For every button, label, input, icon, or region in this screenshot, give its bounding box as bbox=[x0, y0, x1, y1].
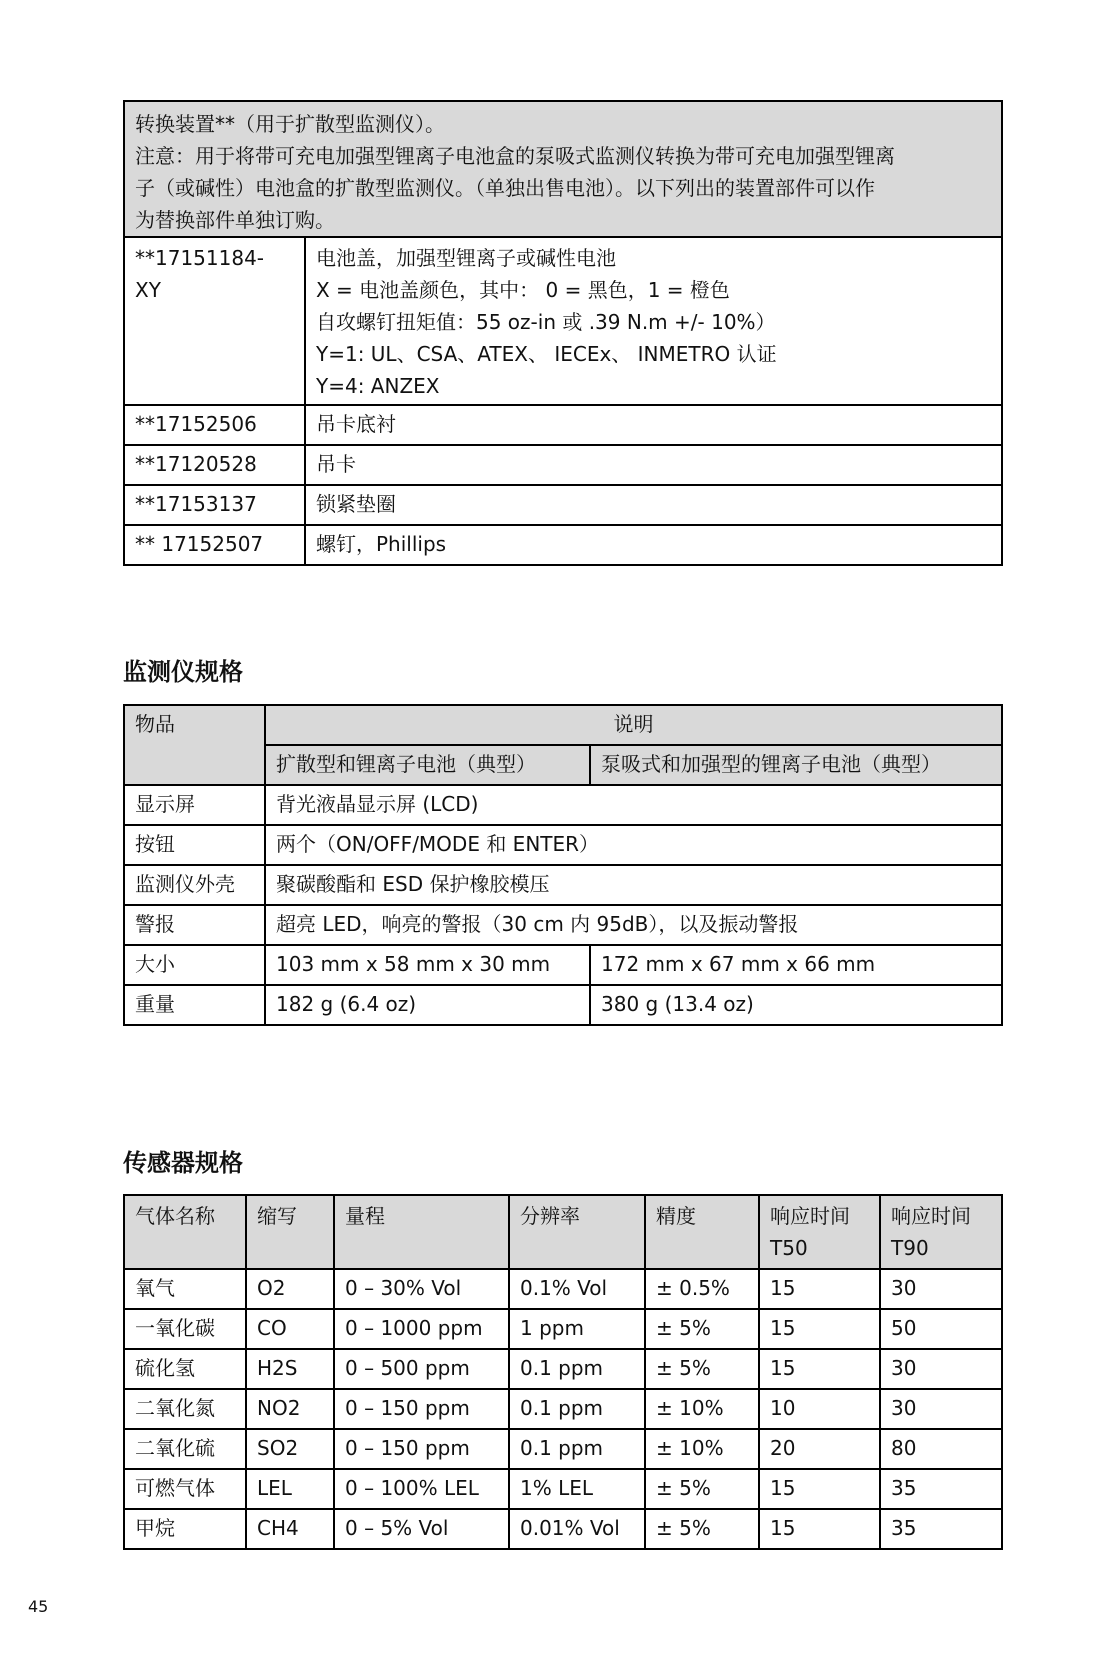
table-cell: 0.1 ppm bbox=[509, 1429, 645, 1469]
table-cell: 15 bbox=[759, 1309, 880, 1349]
description-line: Y=4: ANZEX bbox=[316, 374, 440, 398]
table-row bbox=[124, 1349, 1002, 1389]
header-description: 说明 bbox=[265, 705, 1002, 745]
table-cell: 可燃气体 bbox=[124, 1469, 246, 1509]
column-header bbox=[645, 1195, 759, 1269]
table-cell: ± 10% bbox=[645, 1389, 759, 1429]
table-row bbox=[124, 1389, 1002, 1429]
column-header-line: T50 bbox=[770, 1236, 808, 1260]
part-description-cell bbox=[305, 237, 1002, 405]
subheader-pump: 泵吸式和加强型的锂离子电池（典型） bbox=[590, 745, 1002, 785]
part-description-cell: 螺钉，Phillips bbox=[305, 525, 1002, 565]
part-number-line: XY bbox=[135, 278, 161, 302]
note-line: 子（或碱性）电池盒的扩散型监测仪。（单独出售电池）。以下列出的装置部件可以作 bbox=[135, 176, 875, 200]
table-cell: 甲烷 bbox=[124, 1509, 246, 1549]
description-line: X = 电池盖颜色，其中： 0 = 黑色，1 = 橙色 bbox=[316, 278, 730, 302]
spec-value-pump: 380 g (13.4 oz) bbox=[590, 985, 1002, 1025]
table-cell: 15 bbox=[759, 1509, 880, 1549]
table-row bbox=[124, 785, 1002, 825]
note-line: 注意：用于将带可充电加强型锂离子电池盒的泵吸式监测仪转换为带可充电加强型锂离 bbox=[135, 144, 895, 168]
part-number-line: **17151184- bbox=[135, 246, 265, 270]
description-line: Y=1: UL、CSA、ATEX、 IECEx、 INMETRO 认证 bbox=[316, 342, 777, 366]
table-row bbox=[124, 1429, 1002, 1469]
table-row bbox=[124, 405, 1002, 445]
table-cell: 15 bbox=[759, 1349, 880, 1389]
table-row bbox=[124, 905, 1002, 945]
table-cell: 0 – 150 ppm bbox=[334, 1429, 509, 1469]
spec-value-pump: 172 mm x 67 mm x 66 mm bbox=[590, 945, 1002, 985]
table-cell: 20 bbox=[759, 1429, 880, 1469]
monitor-specs-table bbox=[123, 704, 1003, 1026]
table-cell: 35 bbox=[880, 1509, 1002, 1549]
table-cell: LEL bbox=[246, 1469, 334, 1509]
table-row bbox=[124, 1469, 1002, 1509]
table-row bbox=[124, 825, 1002, 865]
sensor-specs-heading: 传感器规格 bbox=[123, 1149, 243, 1177]
spec-value: 聚碳酸酯和 ESD 保护橡胶模压 bbox=[265, 865, 1002, 905]
table-cell: 0.1% Vol bbox=[509, 1269, 645, 1309]
part-number-cell: **17153137 bbox=[124, 485, 305, 525]
table-cell: 0 – 30% Vol bbox=[334, 1269, 509, 1309]
column-header-line: 气体名称 bbox=[135, 1204, 215, 1228]
column-header bbox=[246, 1195, 334, 1269]
table-cell: H2S bbox=[246, 1349, 334, 1389]
table-row bbox=[124, 1269, 1002, 1309]
note-line: 转换装置**（用于扩散型监测仪）。 bbox=[135, 112, 445, 136]
table-cell: 50 bbox=[880, 1309, 1002, 1349]
table-cell: 0 – 100% LEL bbox=[334, 1469, 509, 1509]
part-description-cell: 吊卡底衬 bbox=[305, 405, 1002, 445]
table-cell: 二氧化硫 bbox=[124, 1429, 246, 1469]
part-description-cell: 锁紧垫圈 bbox=[305, 485, 1002, 525]
column-header-line: 精度 bbox=[656, 1204, 696, 1228]
column-header-line: 量程 bbox=[345, 1204, 385, 1228]
table-cell: 15 bbox=[759, 1269, 880, 1309]
description-line: 自攻螺钉扭矩值：55 oz-in 或 .39 N.m +/- 10%） bbox=[316, 310, 776, 334]
table-cell: O2 bbox=[246, 1269, 334, 1309]
part-number-cell: ** 17152507 bbox=[124, 525, 305, 565]
column-header bbox=[124, 1195, 246, 1269]
table-cell: ± 5% bbox=[645, 1469, 759, 1509]
description-line: 电池盖，加强型锂离子或碱性电池 bbox=[316, 246, 616, 270]
page-number: 45 bbox=[28, 1597, 49, 1616]
monitor-specs-heading: 监测仪规格 bbox=[123, 658, 243, 686]
header-item: 物品 bbox=[124, 705, 265, 785]
spec-value: 超亮 LED，响亮的警报（30 cm 内 95dB），以及振动警报 bbox=[265, 905, 1002, 945]
table-cell: ± 0.5% bbox=[645, 1269, 759, 1309]
table-cell: CO bbox=[246, 1309, 334, 1349]
sensor-specs-table bbox=[123, 1194, 1003, 1550]
table-cell: 1 ppm bbox=[509, 1309, 645, 1349]
column-header-line: 响应时间 bbox=[770, 1204, 850, 1228]
accessory-parts-table bbox=[123, 100, 1003, 566]
column-header-line: 缩写 bbox=[257, 1204, 297, 1228]
table-cell: 0 – 500 ppm bbox=[334, 1349, 509, 1389]
column-header bbox=[509, 1195, 645, 1269]
table-row bbox=[124, 445, 1002, 485]
table-cell: 30 bbox=[880, 1269, 1002, 1309]
table-cell: 80 bbox=[880, 1429, 1002, 1469]
table-cell: SO2 bbox=[246, 1429, 334, 1469]
column-header bbox=[759, 1195, 880, 1269]
table-row bbox=[124, 985, 1002, 1025]
table-row bbox=[124, 945, 1002, 985]
note-line: 为替换部件单独订购。 bbox=[135, 208, 335, 232]
table-cell: ± 5% bbox=[645, 1309, 759, 1349]
table-row bbox=[124, 865, 1002, 905]
table-cell: 35 bbox=[880, 1469, 1002, 1509]
table-cell: 30 bbox=[880, 1389, 1002, 1429]
table-row bbox=[124, 525, 1002, 565]
part-number-cell: **17120528 bbox=[124, 445, 305, 485]
table-cell: 10 bbox=[759, 1389, 880, 1429]
table-cell: CH4 bbox=[246, 1509, 334, 1549]
spec-item: 重量 bbox=[124, 985, 265, 1025]
table-row bbox=[124, 485, 1002, 525]
table-cell: 0 – 150 ppm bbox=[334, 1389, 509, 1429]
spec-item: 监测仪外壳 bbox=[124, 865, 265, 905]
table-cell: ± 5% bbox=[645, 1509, 759, 1549]
table-row bbox=[124, 1309, 1002, 1349]
spec-value-diffusion: 182 g (6.4 oz) bbox=[265, 985, 590, 1025]
table-cell: NO2 bbox=[246, 1389, 334, 1429]
part-description-cell: 吊卡 bbox=[305, 445, 1002, 485]
part-number-cell bbox=[124, 237, 305, 405]
spec-item: 按钮 bbox=[124, 825, 265, 865]
table-cell: 一氧化碳 bbox=[124, 1309, 246, 1349]
column-header-line: 响应时间 bbox=[891, 1204, 971, 1228]
spec-item: 警报 bbox=[124, 905, 265, 945]
table-cell: 硫化氢 bbox=[124, 1349, 246, 1389]
table-header-row bbox=[124, 1195, 1002, 1269]
spec-item: 显示屏 bbox=[124, 785, 265, 825]
subheader-diffusion: 扩散型和锂离子电池（典型） bbox=[265, 745, 590, 785]
table-cell: 氧气 bbox=[124, 1269, 246, 1309]
table-cell: ± 10% bbox=[645, 1429, 759, 1469]
spec-value: 两个（ON/OFF/MODE 和 ENTER） bbox=[265, 825, 1002, 865]
table-cell: 0.01% Vol bbox=[509, 1509, 645, 1549]
spec-item: 大小 bbox=[124, 945, 265, 985]
spec-value: 背光液晶显示屏 (LCD) bbox=[265, 785, 1002, 825]
table-cell: 1% LEL bbox=[509, 1469, 645, 1509]
table-cell: 0 – 1000 ppm bbox=[334, 1309, 509, 1349]
table-cell: 30 bbox=[880, 1349, 1002, 1389]
spec-value-diffusion: 103 mm x 58 mm x 30 mm bbox=[265, 945, 590, 985]
table-cell: 15 bbox=[759, 1469, 880, 1509]
table-cell: 0 – 5% Vol bbox=[334, 1509, 509, 1549]
table-row bbox=[124, 1509, 1002, 1549]
column-header bbox=[334, 1195, 509, 1269]
column-header-line: T90 bbox=[891, 1236, 929, 1260]
table-cell: 0.1 ppm bbox=[509, 1349, 645, 1389]
column-header-line: 分辨率 bbox=[520, 1204, 580, 1228]
column-header bbox=[880, 1195, 1002, 1269]
conversion-kit-note bbox=[124, 101, 1002, 237]
table-cell: ± 5% bbox=[645, 1349, 759, 1389]
table-cell: 0.1 ppm bbox=[509, 1389, 645, 1429]
table-cell: 二氧化氮 bbox=[124, 1389, 246, 1429]
part-number-cell: **17152506 bbox=[124, 405, 305, 445]
